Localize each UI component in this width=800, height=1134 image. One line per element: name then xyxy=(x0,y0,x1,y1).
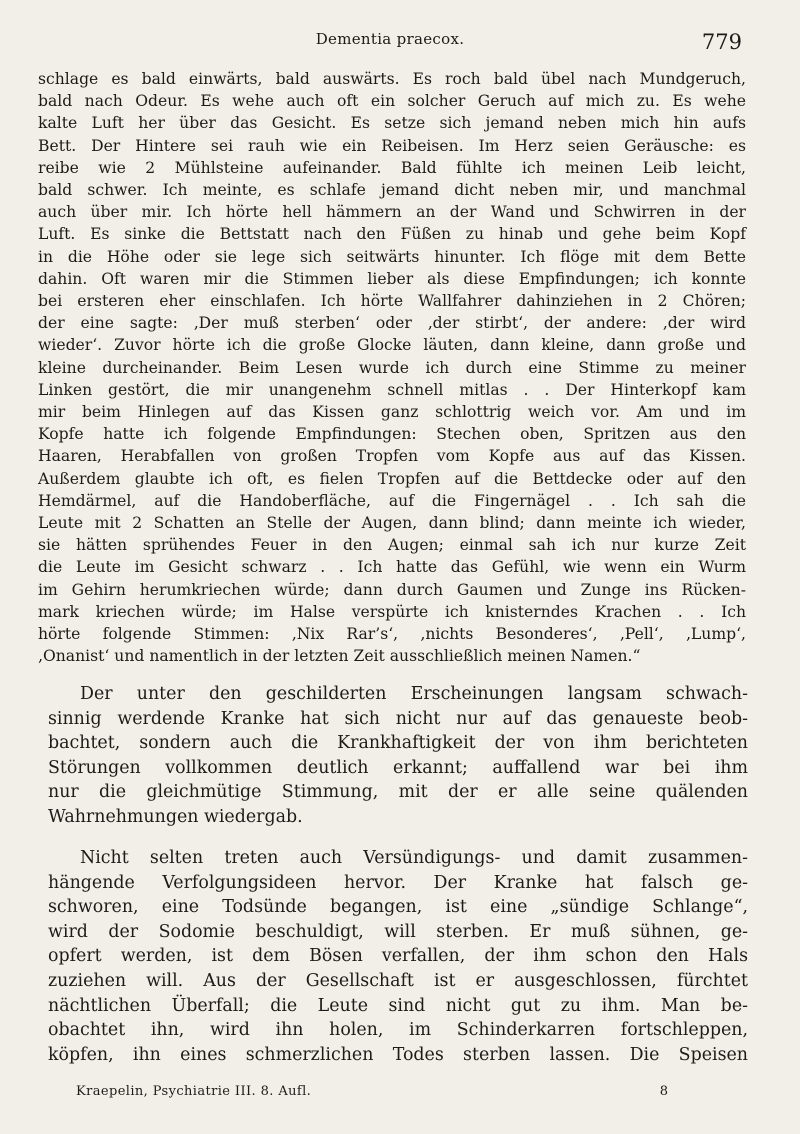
quote-line: bald nach Odeur. Es wehe auch oft ein solcher Geruch auf mich zu. Es wehe xyxy=(38,92,746,111)
quote-line: Linken gestört, die mir unangenehm schnell mitlas . . Der Hinterkopf kam xyxy=(38,380,746,399)
quote-line: die Leute im Gesicht schwarz . . Ich hatte das Gefühl, wie wenn ein Wurm xyxy=(38,558,746,577)
paragraph-1 xyxy=(48,682,748,830)
quote-line: bald schwer. Ich meinte, es schlafe jemand dicht neben mir, und manchmal xyxy=(38,181,746,200)
quote-line: in die Höhe oder sie lege sich seitwärts hinunter. Ich flöge mit dem Bette xyxy=(38,247,746,266)
quote-line: reibe wie 2 Mühlsteine aufeinander. Bald fühlte ich meinen Leib leicht, xyxy=(38,158,746,177)
quote-line: hörte folgende Stimmen: ‚Nix Rar’s‘, ‚nichts Besonderes‘, ‚Pell‘, ‚Lump‘, xyxy=(38,625,746,644)
paragraph-line: zuziehen will. Aus der Gesellschaft ist er ausgeschlossen, fürchtet xyxy=(48,970,748,991)
quote-line: dahin. Oft waren mir die Stimmen lieber als diese Empfindungen; ich konnte xyxy=(38,269,746,288)
quote-line: Außerdem glaubte ich oft, es fielen Tropfen auf die Bettdecke oder auf den xyxy=(38,469,746,488)
paragraph-line: wird der Sodomie beschuldigt, will sterben. Er muß sühnen, ge- xyxy=(48,921,748,942)
quote-line: Haaren, Herabfallen von großen Tropfen vom Kopfe aus auf das Kissen. xyxy=(38,447,746,466)
paragraph-line: bachtet, sondern auch die Krankhaftigkeit der von ihm berichteten xyxy=(48,733,748,754)
quote-line: mir beim Hinlegen auf das Kissen ganz schlottrig weich vor. Am und im xyxy=(38,403,746,422)
quote-line: Bett. Der Hintere sei rauh wie ein Reibeisen. Im Herz seien Geräusche: es xyxy=(38,136,746,155)
paragraph-line: Nicht selten treten auch Versündigungs- und damit zusammen- xyxy=(80,848,748,868)
paragraph-line: sinnig werdende Kranke hat sich nicht nur auf das genaueste beob- xyxy=(48,708,748,729)
quote-line: Luft. Es sinke die Bettstatt nach den Füßen zu hinab und gehe beim Kopf xyxy=(38,225,746,244)
quote-line: kleine durcheinander. Beim Lesen wurde ich durch eine Stimme zu meiner xyxy=(38,358,746,377)
quote-line: ‚Onanist‘ und namentlich in der letzten Zeit ausschließlich meinen Namen.“ xyxy=(38,647,641,666)
paragraph-line: Störungen vollkommen deutlich erkannt; auffallend war bei ihm xyxy=(48,757,748,778)
quote-line: Hemdärmel, auf die Handoberfläche, auf die Fingernägel . . Ich sah die xyxy=(38,491,746,510)
paragraph-line: obachtet ihn, wird ihn holen, im Schinderkarren fortschleppen, xyxy=(48,1020,748,1041)
quote-line: kalte Luft her über das Gesicht. Es setze sich jemand neben mich hin aufs xyxy=(38,114,746,133)
page-header xyxy=(38,30,742,58)
paragraph-line: nächtlichen Überfall; die Leute sind nicht gut zu ihm. Man be- xyxy=(48,995,748,1016)
patient-quote-block xyxy=(38,68,746,667)
quote-line: schlage es bald einwärts, bald auswärts. Es roch bald übel nach Mundgeruch, xyxy=(38,70,746,88)
book-signature: Kraepelin, Psychiatrie III. 8. Aufl. xyxy=(76,1084,312,1099)
paragraph-line: Der unter den geschilderten Erscheinungen langsam schwach- xyxy=(80,684,748,704)
quote-line: bei ersteren eher einschlafen. Ich hörte Wallfahrer dahinziehen in 2 Chören; xyxy=(38,292,746,311)
quote-line: auch über mir. Ich hörte hell hämmern an der Wand und Schwirren in der xyxy=(38,203,746,222)
quote-line: der eine sagte: ‚Der muß sterben‘ oder ‚der stirbt‘, der andere: ‚der wird xyxy=(38,314,746,333)
quote-line: im Gehirn herumkriechen würde; dann durch Gaumen und Zunge ins Rücken- xyxy=(38,580,746,599)
quote-line: wieder‘. Zuvor hörte ich die große Glocke läuten, dann kleine, dann große und xyxy=(38,336,746,355)
page-number: 779 xyxy=(701,30,742,54)
quote-line: sie hätten sprühendes Feuer in den Augen; einmal sah ich nur kurze Zeit xyxy=(38,536,746,555)
quote-line: Leute mit 2 Schatten an Stelle der Augen, dann blind; dann meinte ich wieder, xyxy=(38,514,746,533)
paragraph-line: nur die gleichmütige Stimmung, mit der er alle seine quälenden xyxy=(48,782,748,803)
quote-line: mark kriechen würde; im Halse verspürte ich knisterndes Krachen . . Ich xyxy=(38,602,746,621)
quote-line: Kopfe hatte ich folgende Empfindungen: Stechen oben, Spritzen aus den xyxy=(38,425,746,444)
sheet-number: 8 xyxy=(659,1084,668,1099)
paragraph-line: köpfen, ihn eines schmerzlichen Todes sterben lassen. Die Speisen xyxy=(48,1044,748,1065)
running-title: Dementia praecox. xyxy=(315,30,465,48)
paragraph-line: schworen, eine Todsünde begangen, ist eine „sündige Schlange“, xyxy=(48,897,748,918)
paragraph-line: Wahrnehmungen wiedergab. xyxy=(48,806,303,827)
paragraph-line: opfert werden, ist dem Bösen verfallen, der ihm schon den Hals xyxy=(48,946,748,967)
paragraph-line: hängende Verfolgungsideen hervor. Der Kranke hat falsch ge- xyxy=(48,872,748,893)
paragraph-2 xyxy=(48,846,748,1067)
